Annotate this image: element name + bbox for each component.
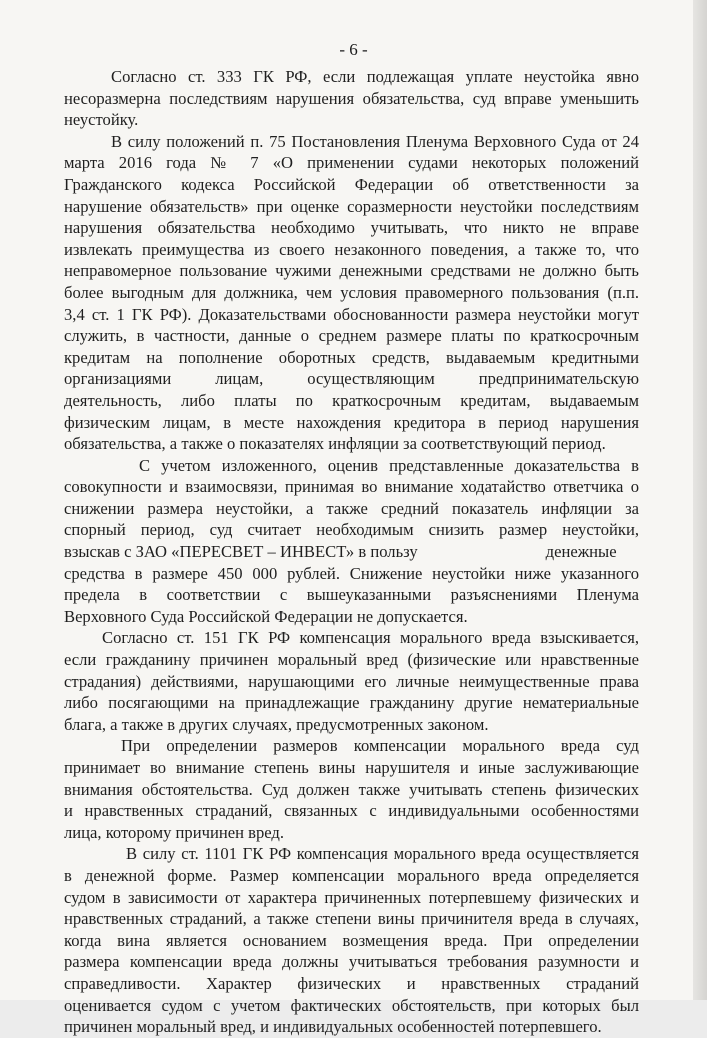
text-line: судом в зависимости от характера причиненных потерпевшему физических и: [64, 887, 639, 907]
text-line: либо посягающими на принадлежащие гражданину другие нематериальные: [64, 693, 639, 713]
text-line: совокупности и взаимосвязи, принимая во внимание ходатайство ответчика о: [64, 477, 639, 497]
text-line: извлекать преимущества из своего незаконного поведения, а также то, что: [64, 239, 639, 259]
text-line: справедливости. Характер физических и нравственных страданий: [64, 973, 639, 993]
text-fragment: денежные: [545, 542, 617, 562]
text-line: нравственных страданий, а также степени вины причинителя вреда в случаях,: [64, 909, 639, 929]
text-line: и нравственных страданий, связанных с индивидуальными особенностями: [64, 801, 639, 821]
text-line: средства в размере 450 000 рублей. Снижение неустойки ниже указанного: [64, 563, 639, 583]
text-line: если гражданину причинен моральный вред (физические или нравственные: [64, 650, 639, 670]
paragraph-article-1101: [64, 843, 639, 1037]
document-body: [64, 66, 639, 1038]
paragraph-reduction-decision: [64, 455, 639, 628]
text-line: кредитам на пополнение оборотных средств, выдаваемым кредитными: [64, 347, 639, 367]
text-line: нарушения обязательства необходимо учитывать, что никто не вправе: [64, 218, 639, 238]
text-line: С учетом изложенного, оценив представленные доказательства в: [139, 455, 639, 475]
text-line: предела в соответствии с вышеуказанными разъяснениями Пленума: [64, 585, 639, 605]
text-line: более выгодным для должника, чем условия правомерного пользования (п.п.: [64, 282, 639, 302]
page-edge-shadow: [693, 0, 707, 1000]
paragraph-article-151: [64, 627, 639, 735]
text-line: нарушение обязательств» при оценке соразмерности неустойки последствиям: [64, 196, 639, 216]
text-line: организациями лицам, осуществляющим предпринимательскую: [64, 369, 639, 389]
text-line: марта 2016 года № 7 «О применении судами некоторых положений: [64, 153, 639, 173]
text-line: неустойку.: [64, 110, 139, 130]
paragraph-article-333: [64, 66, 639, 131]
text-line: служить, в частности, данные о среднем размере платы по краткосрочным: [64, 326, 639, 346]
text-line-with-redaction: [64, 541, 639, 563]
text-line: лица, которому причинен вред.: [64, 822, 284, 842]
text-line: внимания обстоятельства. Суд должен также учитывать степень физических: [64, 779, 639, 799]
text-line: причинен моральный вред, и индивидуальных особенностей потерпевшего.: [64, 1017, 602, 1037]
page-number: - 6 -: [339, 40, 368, 59]
text-line: принимает во внимание степень вины нарушителя и иные заслуживающие: [64, 758, 639, 777]
text-line: В силу ст. 1101 ГК РФ компенсация морального вреда осуществляется: [126, 844, 639, 864]
text-line: Согласно ст. 333 ГК РФ, если подлежащая уплате неустойка явно: [111, 67, 639, 86]
text-line: страдания) действиями, нарушающими его личные неимущественные права: [64, 671, 639, 691]
text-line: деятельность, либо платы по краткосрочным кредитам, выдаваемым: [64, 390, 639, 410]
text-line: оценивается судом с учетом фактических обстоятельств, при которых был: [64, 995, 639, 1015]
text-line: снижении размера неустойки, а также средний показатель инфляции за: [64, 498, 639, 518]
text-line: Согласно ст. 151 ГК РФ компенсация морального вреда взыскивается,: [102, 628, 639, 648]
text-line: Верховного Суда Российской Федерации не допускается.: [64, 606, 468, 626]
text-line: 3,4 ст. 1 ГК РФ). Доказательствами обоснованности размера неустойки могут: [64, 304, 639, 324]
text-line: несоразмерна последствиям нарушения обязательства, суд вправе уменьшить: [64, 88, 639, 108]
text-line: в денежной форме. Размер компенсации морального вреда определяется: [64, 865, 639, 885]
text-line: В силу положений п. 75 Постановления Пленума Верховного Суда от 24: [111, 131, 639, 151]
text-line: физическим лицам, в месте нахождения кредитора в период нарушения: [64, 412, 639, 432]
text-line: блага, а также в других случаях, предусмотренных законом.: [64, 714, 489, 734]
text-line: размера компенсации вреда должны учитываться требования разумности и: [64, 952, 639, 972]
text-line: когда вина является основанием возмещения вреда. При определении: [64, 930, 639, 950]
paragraph-plenum-75: [64, 131, 639, 455]
text-line: При определении размеров компенсации морального вреда суд: [121, 736, 639, 756]
text-line: обязательства, а также о показателях инфляции за соответствующий период.: [64, 434, 606, 454]
text-line: неправомерное пользование чужими денежными средствами не должно быть: [64, 261, 639, 281]
paragraph-compensation-size: [64, 735, 639, 843]
text-line: Гражданского кодекса Российской Федерации об ответственности за: [64, 174, 639, 194]
text-fragment: взыскав с ЗАО «ПЕРЕСВЕТ – ИНВЕСТ» в пользу: [64, 542, 418, 562]
text-line: спорный период, суд считает необходимым снизить размер неустойки,: [64, 520, 639, 540]
